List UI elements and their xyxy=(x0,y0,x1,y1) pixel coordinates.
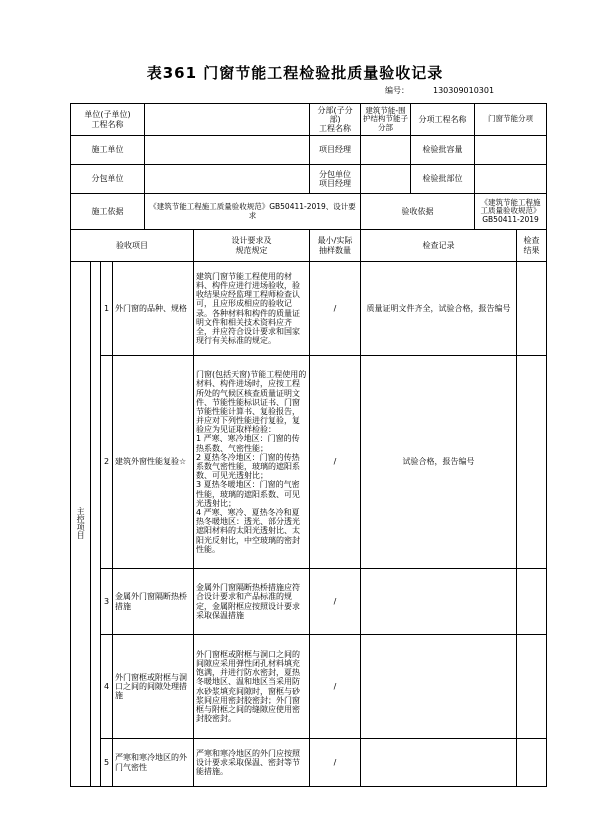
contractor-value[interactable] xyxy=(145,136,310,165)
item-requirement: 金属外门窗隔断热桥措施应符合设计要求和产品标准的规定，金属附框应按照设计要求采取保温措施 xyxy=(194,569,310,635)
table-row xyxy=(71,569,547,635)
serial-number xyxy=(385,85,494,96)
item-name: 金属外门窗隔断热桥措施 xyxy=(113,569,194,635)
item-sample: / xyxy=(310,356,361,569)
item-requirement: 建筑门窗节能工程使用的材料、构件应进行进场验收，验收结果应经监理工程师检查认可，且应形成相应的验收记录。各种材料和构件的质量证明文件和相关技术资料应齐全，并应符合设计要求和国家现行有关标准的规定。 xyxy=(194,262,310,356)
location-value[interactable] xyxy=(475,165,547,194)
item-result[interactable] xyxy=(517,356,547,569)
item-record: 试验合格，报告编号 xyxy=(361,356,517,569)
col-design: 设计要求及 规范规定 xyxy=(194,230,310,262)
item-result[interactable] xyxy=(517,739,547,787)
item-name: 严寒和寒冷地区的外门气密性 xyxy=(113,739,194,787)
page-title: 表361 门窗节能工程检验批质量验收记录 xyxy=(146,64,444,82)
division-label: 分部(子分部) 工程名称 xyxy=(310,104,361,136)
col-item: 验收项目 xyxy=(71,230,194,262)
table-row xyxy=(71,262,547,356)
subitem-label: 分项工程名称 xyxy=(411,104,475,136)
info-row-unit xyxy=(71,104,547,136)
acceptance-basis-value: 《建筑节能工程施工质量验收规范》GB50411-2019 xyxy=(475,194,547,230)
table-row xyxy=(71,739,547,787)
table-row xyxy=(71,356,547,569)
item-sample: / xyxy=(310,739,361,787)
item-sample: / xyxy=(310,569,361,635)
spacer-column xyxy=(91,262,101,787)
acceptance-basis-label: 验收依据 xyxy=(361,194,475,230)
item-requirement: 外门窗框或附框与洞口之间的间隙应采用弹性闭孔材料填充饱满，并进行防水密封，夏热冬暖地区、温和地区当采用防水砂浆填充间隙时，窗框与砂浆间应用密封胶密封；外门窗框与附框之间的缝隙应使用密封胶密封。 xyxy=(194,635,310,739)
item-record xyxy=(361,739,517,787)
item-no: 1 xyxy=(101,262,113,356)
item-name: 建筑外窗性能复验☆ xyxy=(113,356,194,569)
sub-pm-value[interactable] xyxy=(361,165,411,194)
item-result[interactable] xyxy=(517,569,547,635)
main-control-group xyxy=(71,262,91,787)
location-label: 检验批部位 xyxy=(411,165,475,194)
item-record: 质量证明文件齐全，试验合格，报告编号 xyxy=(361,262,517,356)
subcontractor-value[interactable] xyxy=(145,165,310,194)
col-record: 检查记录 xyxy=(361,230,517,262)
info-row-subcontractor xyxy=(71,165,547,194)
col-sample: 最小/实际 抽样数量 xyxy=(310,230,361,262)
item-name: 外门窗的品种、规格 xyxy=(113,262,194,356)
info-row-basis xyxy=(71,194,547,230)
item-result[interactable] xyxy=(517,262,547,356)
item-sample: / xyxy=(310,262,361,356)
item-no: 4 xyxy=(101,635,113,739)
capacity-value[interactable] xyxy=(475,136,547,165)
capacity-label: 检验批容量 xyxy=(411,136,475,165)
basis-label: 施工依据 xyxy=(71,194,145,230)
pm-value[interactable] xyxy=(361,136,411,165)
contractor-label: 施工单位 xyxy=(71,136,145,165)
inspection-record-table xyxy=(70,103,547,787)
item-sample: / xyxy=(310,635,361,739)
division-value: 建筑节能-围护结构节能子分部 xyxy=(361,104,411,136)
item-no: 3 xyxy=(101,569,113,635)
pm-label: 项目经理 xyxy=(310,136,361,165)
item-requirement: 门窗(包括天窗)节能工程使用的材料、构件进场时，应按工程所处的气候区核查质量证明文件、节能性能标识证书、门窗节能性能计算书、复验报告，并应对下列性能进行复验，复验应为见证取样检验： 1 严寒、寒冷地区：门窗的传热系数、气密性能； 2 夏热冬冷地区：门窗的传热系数气密性能，玻璃的遮阳系数、可见光透射比； 3 夏热冬暖地区：门窗的气密性能，玻璃的遮阳系数、可见光透射比； 4 严寒、寒冷、夏热冬冷和夏热冬暖地区：透光、部分透光遮阳材料的太阳光透射比、太阳光反射比，中空玻璃的密封性能。 xyxy=(194,356,310,569)
item-record xyxy=(361,569,517,635)
subitem-value: 门窗节能分项 xyxy=(475,104,547,136)
group-label: 主控项目 xyxy=(76,506,86,539)
subcontractor-label: 分包单位 xyxy=(71,165,145,194)
table-row xyxy=(71,635,547,739)
item-no: 5 xyxy=(101,739,113,787)
item-record xyxy=(361,635,517,739)
item-requirement: 严寒和寒冷地区的外门应按照设计要求采取保温、密封等节能措施。 xyxy=(194,739,310,787)
serial-value: 130309010301 xyxy=(433,86,495,95)
item-no: 2 xyxy=(101,356,113,569)
item-result[interactable] xyxy=(517,635,547,739)
item-name: 外门窗框或附框与洞口之间的间隙处理措施 xyxy=(113,635,194,739)
column-header-row xyxy=(71,230,547,262)
sub-pm-label: 分包单位 项目经理 xyxy=(310,165,361,194)
unit-value[interactable] xyxy=(145,104,310,136)
unit-label: 单位(子单位) 工程名称 xyxy=(71,104,145,136)
info-row-contractor xyxy=(71,136,547,165)
col-result: 检查 结果 xyxy=(517,230,547,262)
basis-value: 《建筑节能工程施工质量验收规范》GB50411-2019、设计要求 xyxy=(145,194,361,230)
serial-label: 编号： xyxy=(385,86,409,95)
